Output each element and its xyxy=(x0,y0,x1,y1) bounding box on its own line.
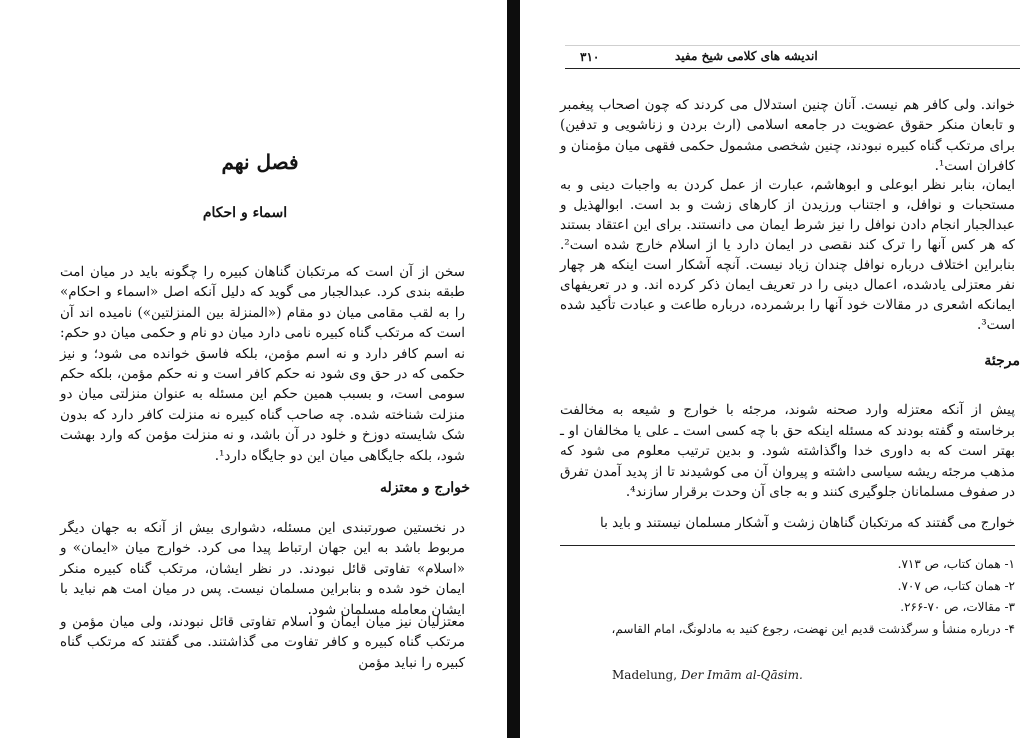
chapter-title: فصل نهم xyxy=(221,150,299,174)
footnote: ۴- درباره منشأ و سرگذشت قدیم این نهضت، رجوع کنید به مادلونگ، امام القاسم، xyxy=(611,621,1015,636)
right-page xyxy=(520,0,1024,738)
paragraph: خواند. ولی کافر هم نیست. آنان چنین استدلال می کردند که چون اصحاب پیغمبر و تابعان منکر حقوق عضویت در جامعه اسلامی (ارث بردن و زناشویی و تدفین) برای مرتکب گناه کبیره نبودند، چنین شخصی مشمول حکمی فقهی میان مؤمنان و کافران است¹. xyxy=(560,97,1015,175)
paragraph: در نخستین صورتبندی این مسئله، دشواری بیش از آنکه به جهان دیگر مربوط باشد به این جهان ارتباط پیدا می کرد. خوارج میان «ایمان» و «اسلام» تفاوتی قائل نبودند. در نظر ایشان، مرتکب گناه کبیره منکر ایمان خود شده و بنابراین مسلمان نیست. پس در میان امت هم نباید با ایشان معامله مسلمان شود. xyxy=(60,520,465,618)
citation-title: Der Imām al-Qāsim. xyxy=(680,668,803,682)
footnotes xyxy=(560,545,1015,640)
book-spine-divider xyxy=(507,0,520,738)
page-number: ۳۱۰ xyxy=(580,50,600,64)
citation-author: Madelung, xyxy=(612,668,681,682)
footnote: ۲- همان کتاب، ص ۷۰۷. xyxy=(897,578,1015,593)
section-title-murjia: مرجئة xyxy=(984,353,1020,369)
running-header xyxy=(565,45,1020,69)
paragraph: پیش از آنکه معتزله وارد صحنه شوند، مرجئه با خوارج و شیعه به مخالفت برخاسته و گفته بودند که مسئله اینکه حق با چه کسی است ـ علی یا مخالفان او ـ بهتر است که به داوری خدا واگذاشته شود. و بدین ترتیب معلوم می شود که مذهب مرجئه ریشه سیاسی داشته و پیروان آن می کوشیدند تا از پدید آمدن تفرق در صفوف مسلمانان جلوگیری کنند و به جای آن وحدت برقرار سازند⁴. xyxy=(560,402,1015,500)
left-page xyxy=(0,0,507,738)
footnote: ۱- همان کتاب، ص ۷۱۳. xyxy=(897,557,1015,571)
paragraph: ایمان، بنابر نظر ابوعلی و ابوهاشم، عبارت از عمل کردن به واجبات دینی و به مستحبات و نوافل، و اجتناب ورزیدن از کارهای زشت و بد است. ابوالهذیل و عبدالجبار انجام دادن نوافل را نیز شرط ایمان می دانستند. برای این اعتقاد بستند که هر کس آنها را ترک کند نقصی در ایمان دارد یا از اسلام خارج شده است². بنابراین اختلاف درباره نوافل چندان زیاد نیست. آنچه آشکار است اینکه هر چهار نفر معتزلی یادشده، اعمال دینی را در تعریف ایمان ذکر کرده اند. و در تعریفهای ایمانکه اشعری در مقالات خود آنها را برشمرده، درباره طاعت و عبادت تأکید شده است³. xyxy=(560,177,1015,333)
section-title-khawarij: خوارج و معتزله xyxy=(379,480,470,496)
paragraph: معتزلیان نیز میان ایمان و اسلام تفاوتی قائل نبودند، ولی میان مؤمن و مرتکب گناه کبیره و کافر تفاوت می گذاشتند. می گفتند که مرتکب گناه کبیره را نباید مؤمن xyxy=(60,614,465,671)
footnote: ۳- مقالات، ص ۷۰-۲۶۶. xyxy=(900,600,1015,614)
paragraph: سخن از آن است که مرتکبان گناهان کبیره را چگونه باید در میان امت طبقه بندی کرد. عبدالجبار می گوید که دلیل آنکه اصل «اسماء و احکام» را به لقب مقامی میان دو مقام («المنزلة بین المنزلتین») نامیده اند آن است که مرتکب گناه کبیره نامی دارد میان دو نام و حکمی میان دو حکم: نه اسم کافر دارد و نه اسم مؤمن، بلکه فاسق خوانده می شود؛ و نیز حکمی که در حق وی شود نه حکم کافر است و نه حکم مؤمن، بلکه حکم سومی است، و بسبب همین حکم این مسئله به عنوان منزلتی میان دو منزلت شناخته شده. چه صاحب گناه کبیره نه منزلت کافر دارد که بدون شک شایسته دوزخ و خلود در آن باشد، و نه منزلت مؤمن که وارد بهشت شود، بلکه جایگاهی میان این دو جایگاه دارد¹. xyxy=(60,264,465,464)
paragraph: خوارج می گفتند که مرتکبان گناهان زشت و آشکار مسلمان نیستند و باید با xyxy=(599,515,1015,531)
section-title-asma-ahkam: اسماء و احکام xyxy=(202,205,288,221)
running-header-title: اندیشه های کلامی شیخ مفید xyxy=(675,49,818,63)
footnote-latin-citation xyxy=(612,668,803,682)
